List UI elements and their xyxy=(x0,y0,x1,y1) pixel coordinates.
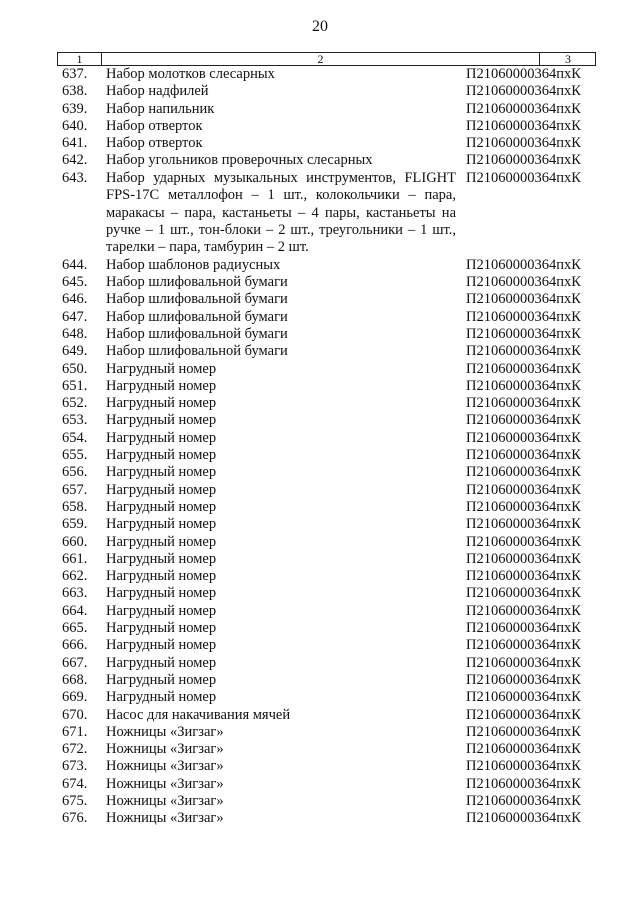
row-code: П21060000364пхК xyxy=(466,395,581,412)
table-row xyxy=(0,603,640,620)
row-number: 642. xyxy=(62,152,88,169)
table-row xyxy=(0,66,640,83)
table-row xyxy=(0,689,640,706)
row-number: 667. xyxy=(62,654,88,671)
row-item-name: Набор напильник xyxy=(106,100,215,117)
row-code: П21060000364пхК xyxy=(466,464,581,481)
row-code: П21060000364пхК xyxy=(466,274,581,291)
table-row xyxy=(0,793,640,810)
row-item-name: Нагрудный номер xyxy=(106,689,217,706)
row-item-name: Набор молотков слесарных xyxy=(106,66,275,82)
row-number: 673. xyxy=(62,758,88,775)
table-row xyxy=(0,776,640,793)
row-number: 676. xyxy=(62,810,88,827)
row-item-name: Ножницы «Зигзаг» xyxy=(106,723,224,740)
row-item-name: Набор надфилей xyxy=(106,83,209,100)
row-number: 675. xyxy=(62,792,88,809)
row-number: 671. xyxy=(62,723,88,740)
row-item-name: Набор шлифовальной бумаги xyxy=(106,291,288,308)
row-code: П21060000364пхК xyxy=(466,792,581,809)
table-row xyxy=(0,499,640,516)
row-number: 653. xyxy=(62,412,88,429)
row-item-name: Нагрудный номер xyxy=(106,585,217,602)
table-row xyxy=(0,257,640,274)
row-code: П21060000364пхК xyxy=(466,758,581,775)
row-code: П21060000364пхК xyxy=(466,481,581,498)
table-row xyxy=(0,274,640,291)
row-code: П21060000364пхК xyxy=(466,447,581,464)
row-code: П21060000364пхК xyxy=(466,308,581,325)
row-code: П21060000364пхК xyxy=(466,671,581,688)
row-number: 638. xyxy=(62,83,88,100)
row-code: П21060000364пхК xyxy=(466,429,581,446)
row-item-name: Набор шаблонов радиусных xyxy=(106,256,281,273)
row-code: П21060000364пхК xyxy=(466,66,581,82)
table-row xyxy=(0,152,640,169)
row-number: 669. xyxy=(62,689,88,706)
table-row xyxy=(0,810,640,827)
table-row xyxy=(0,361,640,378)
row-number: 666. xyxy=(62,637,88,654)
row-item-name: Набор угольников проверочных слесарных xyxy=(106,152,373,169)
row-item-name: Нагрудный номер xyxy=(106,498,217,515)
table-row xyxy=(0,637,640,654)
row-number: 659. xyxy=(62,516,88,533)
row-item-name: Нагрудный номер xyxy=(106,533,217,550)
table-row xyxy=(0,464,640,481)
table-row xyxy=(0,170,640,257)
row-item-name: Ножницы «Зигзаг» xyxy=(106,775,224,792)
row-number: 662. xyxy=(62,568,88,585)
row-item-name: Набор отверток xyxy=(106,135,203,152)
row-number: 648. xyxy=(62,325,88,342)
row-code: П21060000364пхК xyxy=(466,637,581,654)
row-item-name: Ножницы «Зигзаг» xyxy=(106,758,224,775)
row-code: П21060000364пхК xyxy=(466,256,581,273)
row-code: П21060000364пхК xyxy=(466,169,581,186)
row-code: П21060000364пхК xyxy=(466,498,581,515)
row-code: П21060000364пхК xyxy=(466,117,581,134)
table-body xyxy=(0,66,640,828)
table-row xyxy=(0,482,640,499)
row-number: 643. xyxy=(62,169,88,186)
row-number: 672. xyxy=(62,741,88,758)
row-code: П21060000364пхК xyxy=(466,741,581,758)
row-code: П21060000364пхК xyxy=(466,152,581,169)
table-row xyxy=(0,430,640,447)
row-item-name: Нагрудный номер xyxy=(106,377,217,394)
table-row xyxy=(0,724,640,741)
row-code: П21060000364пхК xyxy=(466,568,581,585)
row-item-name: Нагрудный номер xyxy=(106,360,217,377)
table-row xyxy=(0,707,640,724)
header-col-3: 3 xyxy=(565,52,571,66)
table-row xyxy=(0,620,640,637)
row-code: П21060000364пхК xyxy=(466,533,581,550)
row-code: П21060000364пхК xyxy=(466,100,581,117)
header-col-2: 2 xyxy=(102,53,540,65)
row-number: 664. xyxy=(62,602,88,619)
row-code: П21060000364пхК xyxy=(466,135,581,152)
row-number: 644. xyxy=(62,256,88,273)
table-row xyxy=(0,447,640,464)
row-item-name: Ножницы «Зигзаг» xyxy=(106,810,224,827)
row-item-name: Набор ударных музыкальных инструментов, FLIGHT FPS-17C металлофон – 1 шт., колокольчики – пара, маракасы – пара, кастаньеты – 4 пары, кастаньеты на ручке – 1 шт., тон-блоки – 2 шт., треугольники – 1 шт., тарелки – пара, тамбурин – 2 шт. xyxy=(106,169,456,256)
row-number: 652. xyxy=(62,395,88,412)
table-row xyxy=(0,534,640,551)
row-number: 654. xyxy=(62,429,88,446)
row-number: 650. xyxy=(62,360,88,377)
row-item-name: Набор шлифовальной бумаги xyxy=(106,325,288,342)
row-number: 649. xyxy=(62,343,88,360)
row-number: 668. xyxy=(62,671,88,688)
table-row xyxy=(0,551,640,568)
row-item-name: Набор шлифовальной бумаги xyxy=(106,274,288,291)
row-number: 674. xyxy=(62,775,88,792)
row-item-name: Нагрудный номер xyxy=(106,620,217,637)
row-item-name: Нагрудный номер xyxy=(106,637,217,654)
table-row xyxy=(0,101,640,118)
table-row xyxy=(0,516,640,533)
row-item-name: Нагрудный номер xyxy=(106,464,217,481)
row-item-name: Нагрудный номер xyxy=(106,568,217,585)
row-item-name: Нагрудный номер xyxy=(106,516,217,533)
row-code: П21060000364пхК xyxy=(466,83,581,100)
row-number: 637. xyxy=(62,66,88,82)
page-number: 20 xyxy=(312,18,328,35)
table-row xyxy=(0,326,640,343)
row-code: П21060000364пхК xyxy=(466,810,581,827)
row-item-name: Нагрудный номер xyxy=(106,447,217,464)
table-row xyxy=(0,309,640,326)
row-number: 640. xyxy=(62,117,88,134)
row-code: П21060000364пхК xyxy=(466,343,581,360)
row-number: 658. xyxy=(62,498,88,515)
row-code: П21060000364пхК xyxy=(466,689,581,706)
row-code: П21060000364пхК xyxy=(466,706,581,723)
row-code: П21060000364пхК xyxy=(466,585,581,602)
row-item-name: Набор шлифовальной бумаги xyxy=(106,343,288,360)
row-item-name: Набор отверток xyxy=(106,117,203,134)
header-col-1: 1 xyxy=(58,53,102,65)
row-code: П21060000364пхК xyxy=(466,654,581,671)
row-code: П21060000364пхК xyxy=(466,620,581,637)
row-number: 656. xyxy=(62,464,88,481)
row-item-name: Нагрудный номер xyxy=(106,671,217,688)
row-number: 641. xyxy=(62,135,88,152)
row-number: 657. xyxy=(62,481,88,498)
table-row xyxy=(0,568,640,585)
row-code: П21060000364пхК xyxy=(466,775,581,792)
table-row xyxy=(0,83,640,100)
table-row xyxy=(0,135,640,152)
row-number: 645. xyxy=(62,274,88,291)
row-code: П21060000364пхК xyxy=(466,377,581,394)
row-code: П21060000364пхК xyxy=(466,550,581,567)
row-code: П21060000364пхК xyxy=(466,516,581,533)
row-item-name: Насос для накачивания мячей xyxy=(106,706,291,723)
row-number: 660. xyxy=(62,533,88,550)
table-row xyxy=(0,378,640,395)
table-row xyxy=(0,655,640,672)
row-number: 670. xyxy=(62,706,88,723)
row-number: 647. xyxy=(62,308,88,325)
row-number: 651. xyxy=(62,377,88,394)
row-code: П21060000364пхК xyxy=(466,723,581,740)
row-item-name: Ножницы «Зигзаг» xyxy=(106,741,224,758)
row-item-name: Нагрудный номер xyxy=(106,654,217,671)
row-item-name: Ножницы «Зигзаг» xyxy=(106,792,224,809)
row-number: 639. xyxy=(62,100,88,117)
row-code: П21060000364пхК xyxy=(466,412,581,429)
table-row xyxy=(0,343,640,360)
row-code: П21060000364пхК xyxy=(466,602,581,619)
table-row xyxy=(0,585,640,602)
row-item-name: Набор шлифовальной бумаги xyxy=(106,308,288,325)
row-number: 661. xyxy=(62,550,88,567)
table-row xyxy=(0,741,640,758)
row-item-name: Нагрудный номер xyxy=(106,481,217,498)
row-item-name: Нагрудный номер xyxy=(106,429,217,446)
row-code: П21060000364пхК xyxy=(466,291,581,308)
table-row xyxy=(0,412,640,429)
table-row xyxy=(0,118,640,135)
row-code: П21060000364пхК xyxy=(466,325,581,342)
row-number: 665. xyxy=(62,620,88,637)
row-number: 655. xyxy=(62,447,88,464)
table-row xyxy=(0,672,640,689)
row-code: П21060000364пхК xyxy=(466,360,581,377)
row-item-name: Нагрудный номер xyxy=(106,550,217,567)
table-row xyxy=(0,395,640,412)
row-number: 663. xyxy=(62,585,88,602)
row-item-name: Нагрудный номер xyxy=(106,412,217,429)
table-row xyxy=(0,758,640,775)
row-item-name: Нагрудный номер xyxy=(106,602,217,619)
table-header xyxy=(57,52,596,66)
table-row xyxy=(0,291,640,308)
row-item-name: Нагрудный номер xyxy=(106,395,217,412)
row-number: 646. xyxy=(62,291,88,308)
